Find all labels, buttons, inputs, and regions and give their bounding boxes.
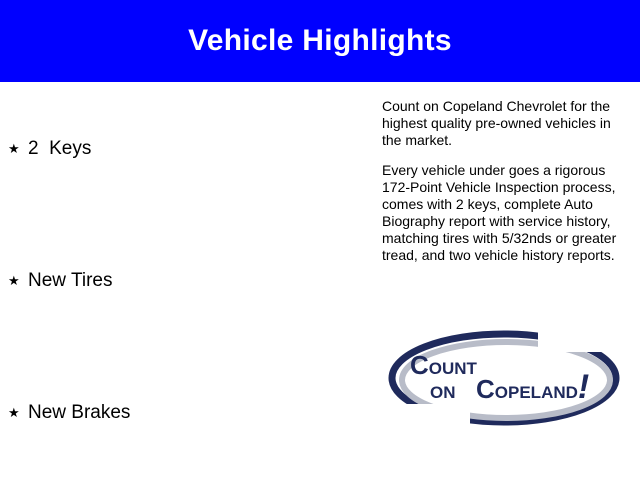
page-title: Vehicle Highlights <box>188 24 452 57</box>
title-banner <box>0 0 640 82</box>
logo-text-count: COUNT <box>410 350 477 380</box>
logo-text-copeland: COPELAND! <box>476 368 590 406</box>
highlight-label: 2 Keys <box>28 138 92 159</box>
description-paragraph-intro: Count on Copeland Chevrolet for the highest quality pre-owned vehicles in the market. <box>382 98 611 148</box>
highlight-label: New Brakes <box>28 402 131 423</box>
description-paragraph-details: Every vehicle under goes a rigorous 172-Point Vehicle Inspection process, comes with 2 keys, complete Auto Biography report with service history, matching tires with 5/32nds or greater tread, and two vehicle history reports. <box>382 162 617 263</box>
highlight-label: New Tires <box>28 270 113 291</box>
description-block <box>382 98 632 277</box>
highlight-item-keys <box>8 138 91 160</box>
star-bullet-icon: ★ <box>8 273 20 288</box>
highlight-item-tires <box>8 270 112 292</box>
star-bullet-icon: ★ <box>8 405 20 420</box>
count-on-copeland-logo <box>388 330 620 426</box>
highlight-item-brakes <box>8 402 130 424</box>
star-bullet-icon: ★ <box>8 141 20 156</box>
logo-text-on: ON <box>430 383 456 402</box>
